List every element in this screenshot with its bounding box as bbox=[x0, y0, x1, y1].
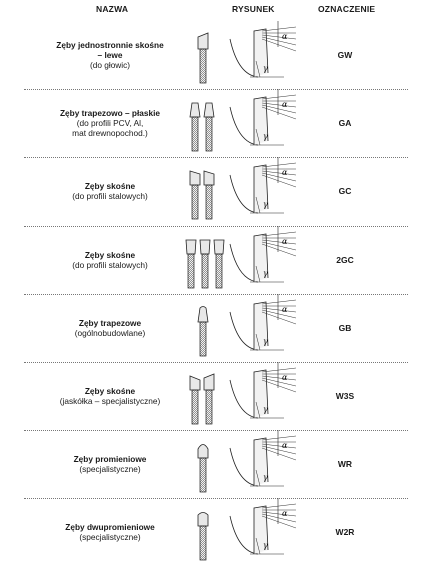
gamma-label: γ bbox=[263, 336, 268, 346]
tooth-type-name bbox=[40, 181, 180, 201]
clearance-line bbox=[262, 504, 296, 508]
tooth-type-usage: (specjalistyczne) bbox=[79, 464, 141, 475]
tooth-shank bbox=[200, 526, 206, 560]
tooth-type-title: Zęby promieniowe bbox=[73, 454, 147, 465]
tooth-tip bbox=[204, 374, 214, 390]
tooth-type-code: GC bbox=[338, 186, 352, 197]
tooth-drawing bbox=[184, 91, 310, 157]
tooth-shank bbox=[202, 254, 208, 288]
alpha-label: α bbox=[282, 509, 288, 519]
tooth-type-code: W2R bbox=[335, 527, 355, 538]
table-row bbox=[0, 226, 425, 294]
clearance-line bbox=[262, 232, 296, 236]
gamma-label: γ bbox=[263, 200, 268, 210]
table-row bbox=[0, 362, 425, 430]
tooth-drawing bbox=[184, 23, 310, 89]
tooth-type-name bbox=[40, 318, 180, 338]
alpha-label: α bbox=[282, 100, 288, 110]
tooth-type-name bbox=[40, 522, 180, 542]
table-row bbox=[0, 430, 425, 498]
tooth-type-name bbox=[40, 108, 180, 138]
clearance-line bbox=[262, 163, 296, 167]
tooth-type-name bbox=[40, 386, 180, 406]
alpha-label: α bbox=[282, 32, 288, 41]
clearance-line bbox=[262, 300, 296, 304]
tooth-type-name bbox=[40, 454, 180, 474]
tooth-shank bbox=[216, 254, 222, 288]
clearance-line bbox=[262, 368, 296, 372]
table-row bbox=[0, 21, 425, 89]
tooth-type-title: Zęby trapezowo – płaskie bbox=[59, 108, 161, 119]
tooth-tip bbox=[204, 171, 214, 185]
tooth-type-code: 2GC bbox=[336, 254, 354, 265]
tooth-type-title: Zęby skośne bbox=[84, 386, 136, 397]
tooth-type-title: Zęby skośne bbox=[84, 249, 136, 260]
tooth-type-code: W3S bbox=[335, 391, 355, 402]
tooth-tip bbox=[214, 240, 224, 254]
tooth-tip bbox=[190, 376, 200, 390]
tooth-shank bbox=[200, 322, 206, 356]
alpha-label: α bbox=[282, 441, 288, 451]
table-row bbox=[0, 294, 425, 362]
tooth-shank bbox=[206, 185, 212, 219]
tooth-shank bbox=[192, 390, 198, 424]
tooth-shank bbox=[206, 390, 212, 424]
table-row bbox=[0, 498, 425, 566]
clearance-line bbox=[262, 95, 296, 99]
tooth-tip bbox=[204, 103, 214, 117]
tooth-type-title: Zęby dwupromieniowe bbox=[65, 522, 155, 533]
tooth-type-usage: (do profili stalowych) bbox=[72, 259, 148, 270]
tooth-type-code: GB bbox=[338, 322, 352, 333]
gamma-label: γ bbox=[263, 541, 268, 551]
tooth-type-title: Zęby skośne bbox=[84, 181, 136, 192]
tooth-type-usage: (specjalistyczne) bbox=[79, 532, 141, 543]
tooth-type-name bbox=[40, 250, 180, 270]
tooth-shank bbox=[188, 254, 194, 288]
tooth-shank bbox=[192, 185, 198, 219]
tooth-shank bbox=[192, 117, 198, 151]
gamma-label: γ bbox=[263, 64, 268, 73]
tooth-type-usage: (ogólnobudowlane) bbox=[74, 327, 146, 338]
tooth-type-title: – lewe bbox=[97, 50, 123, 61]
table-row bbox=[0, 89, 425, 157]
tooth-tip bbox=[198, 306, 208, 322]
tooth-type-code: GW bbox=[337, 50, 353, 61]
alpha-label: α bbox=[282, 236, 288, 246]
tooth-type-code: GA bbox=[338, 118, 352, 129]
header-drawing: RYSUNEK bbox=[232, 4, 275, 14]
alpha-label: α bbox=[282, 168, 288, 178]
tooth-type-usage: (do profili PCV, Al, bbox=[76, 118, 144, 129]
alpha-label: α bbox=[282, 373, 288, 382]
tooth-drawing bbox=[184, 296, 310, 362]
table-row bbox=[0, 157, 425, 225]
tooth-tip bbox=[190, 103, 200, 117]
tooth-type-code: WR bbox=[337, 459, 353, 470]
gamma-label: γ bbox=[263, 268, 268, 278]
clearance-line bbox=[262, 436, 296, 440]
tooth-tip bbox=[200, 240, 210, 254]
header-name: NAZWA bbox=[96, 4, 129, 14]
gamma-label: γ bbox=[263, 473, 268, 483]
gamma-label: γ bbox=[263, 132, 268, 142]
tooth-shank bbox=[200, 49, 206, 83]
tooth-drawing bbox=[184, 159, 310, 225]
tooth-tip bbox=[198, 445, 208, 459]
tooth-tip bbox=[186, 240, 196, 254]
tooth-tip bbox=[190, 171, 200, 185]
tooth-shank bbox=[200, 458, 206, 492]
tooth-type-name bbox=[40, 40, 180, 70]
tooth-type-usage: (do profili stalowych) bbox=[72, 191, 148, 202]
tooth-drawing bbox=[184, 432, 310, 498]
tooth-type-title: Zęby jednostronnie skośne bbox=[56, 40, 164, 51]
header-code: OZNACZENIE bbox=[318, 4, 376, 14]
tooth-tip bbox=[198, 513, 208, 527]
clearance-line bbox=[262, 27, 296, 31]
tooth-tip bbox=[198, 33, 208, 49]
alpha-label: α bbox=[282, 304, 288, 314]
tooth-shank bbox=[206, 117, 212, 151]
tooth-drawing bbox=[184, 228, 310, 294]
tooth-drawing bbox=[184, 500, 310, 566]
tooth-drawing bbox=[184, 364, 310, 430]
tooth-type-usage: mat drewnopochod.) bbox=[72, 128, 148, 139]
gamma-label: γ bbox=[263, 405, 268, 414]
tooth-type-usage: (jaskółka – specjalistyczne) bbox=[59, 396, 161, 407]
tooth-type-usage: (do głowic) bbox=[89, 60, 131, 71]
tooth-type-title: Zęby trapezowe bbox=[78, 317, 142, 328]
